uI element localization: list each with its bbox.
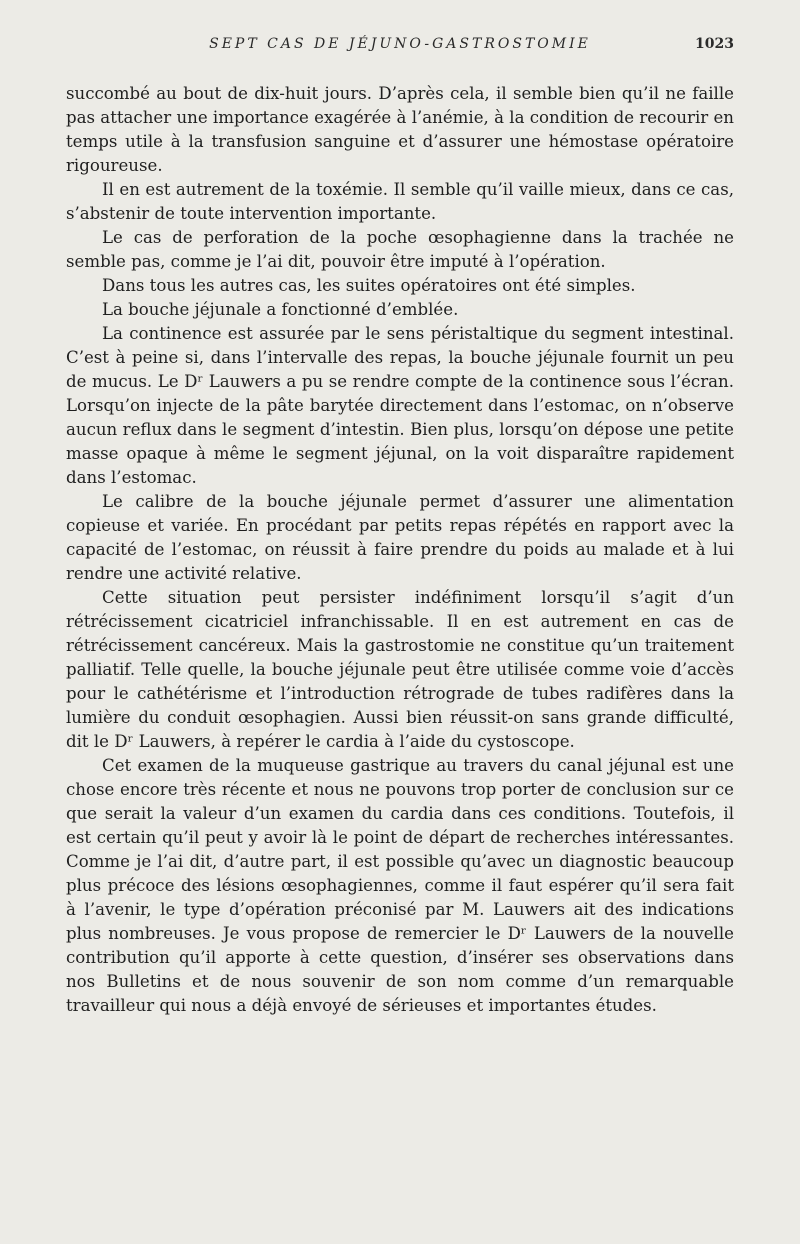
paragraph: Cette situation peut persister indéfiniment lorsqu’il s’agit d’un rétrécissement cicatriciel infranchissable. Il en est autrement en cas de rétrécissement cancéreux. Mais la gastrostomie ne constitue qu’un traitement palliatif. Telle quelle, la bouche jéjunale peut être utilisée comme voie d’accès pour le cathétérisme et l’introduction rétrograde de tubes radifères dans la lumière du conduit œsophagien. Aussi bien réussit-on sans grande difficulté, dit le Dʳ Lauwers, à repérer le cardia à l’aide du cystoscope. xyxy=(66,588,734,751)
paragraph: Cet examen de la muqueuse gastrique au travers du canal jéjunal est une chose encore très récente et nous ne pouvons trop porter de conclusion sur ce que serait la valeur d’un examen du cardia dans ces conditions. Toutefois, il est certain qu’il peut y avoir là le point de départ de recherches intéressantes. Comme je l’ai dit, d’autre part, il est possible qu’avec un diagnostic beaucoup plus précoce des lésions œsophagiennes, comme il faut espérer qu’il sera fait à l’avenir, le type d’opération préconisé par M. Lauwers ait des indications plus nombreuses. Je vous propose de remercier le Dʳ Lauwers de la nouvelle contribution qu’il apporte à cette question, d’insérer ses observations dans nos Bulletins et de nous souvenir de son nom comme d’un remarquable travailleur qui nous a déjà envoyé de sérieuses et importantes études. xyxy=(66,756,734,1015)
body-text xyxy=(66,82,734,1018)
page-number: 1023 xyxy=(695,36,734,52)
page-header xyxy=(66,36,734,58)
paragraph: Dans tous les autres cas, les suites opératoires ont été simples. xyxy=(102,276,636,295)
paragraph: succombé au bout de dix-huit jours. D’après cela, il semble bien qu’il ne faille pas attacher une importance exagérée à l’anémie, à la condition de recourir en temps utile à la transfusion sanguine et d’assurer une hémostase opératoire rigoureuse. xyxy=(66,84,734,175)
paragraph: La continence est assurée par le sens péristaltique du segment intestinal. C’est à peine si, dans l’intervalle des repas, la bouche jéjunale fournit un peu de mucus. Le Dʳ Lauwers a pu se rendre compte de la continence sous l’écran. Lorsqu’on injecte de la pâte barytée directement dans l’estomac, on n’observe aucun reflux dans le segment d’intestin. Bien plus, lorsqu’on dépose une petite masse opaque à même le segment jéjunal, on la voit disparaître rapidement dans l’estomac. xyxy=(66,324,734,487)
running-title: SEPT CAS DE JÉJUNO-GASTROSTOMIE xyxy=(209,36,591,52)
paragraph: Il en est autrement de la toxémie. Il semble qu’il vaille mieux, dans ce cas, s’abstenir de toute intervention importante. xyxy=(66,180,734,223)
paragraph: Le calibre de la bouche jéjunale permet d’assurer une alimentation copieuse et variée. En procédant par petits repas répétés en rapport avec la capacité de l’estomac, on réussit à faire prendre du poids au malade et à lui rendre une activité relative. xyxy=(66,492,734,583)
paragraph: La bouche jéjunale a fonctionné d’emblée. xyxy=(102,300,459,319)
paragraph: Le cas de perforation de la poche œsophagienne dans la trachée ne semble pas, comme je l’ai dit, pouvoir être imputé à l’opération. xyxy=(66,228,734,271)
